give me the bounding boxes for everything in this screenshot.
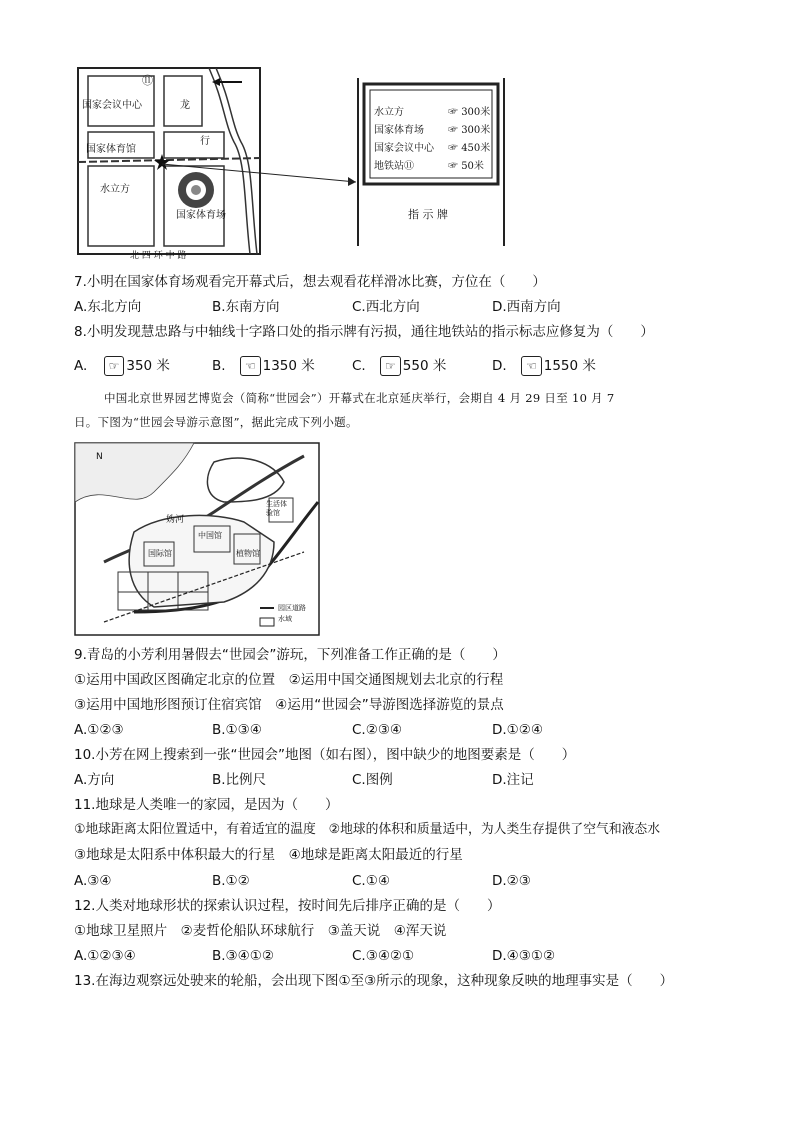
q9-option-b: B.①③④ [212, 722, 262, 738]
q11-option-d: D.②③ [492, 873, 531, 889]
q9-item1: ①运用中国政区图确定北京的位置 ②运用中国交通图规划去北京的行程 [74, 672, 504, 688]
q12-item1: ①地球卫星照片 ②麦哲伦船队环球航行 ③盖天说 ④浑天说 [74, 923, 447, 939]
q12-stem: 12.人类对地球形状的探索认识过程，按时间先后排序正确的是（ ） [74, 898, 501, 914]
hand-pointer-icon: ☞ [448, 143, 458, 154]
hand-left-icon: ☜ [240, 356, 261, 376]
label-north-4th-ring: 北 四 环 中 路 [130, 251, 187, 261]
label-water-cube: 水立方 [100, 184, 130, 195]
map2-label-international-pavilion: 国际馆 [148, 549, 172, 558]
map2-north-label: N [96, 452, 103, 462]
sign-distances: ☞ 300米 ☞ 300米 ☞ 450米 ☞ 50米 [448, 107, 491, 172]
q11-option-b: B.①② [212, 873, 250, 889]
q9-option-d: D.①②④ [492, 722, 543, 738]
q10-option-c: C.图例 [352, 772, 393, 788]
q13-stem: 13.在海边观察远处驶来的轮船，会出现下图①至③所示的现象，这种现象反映的地理事实是（ ） [74, 973, 674, 989]
q9-option-c: C.②③④ [352, 722, 403, 738]
map2-label-gui-river: 妫河 [166, 515, 185, 525]
q10-option-a: A.方向 [74, 772, 115, 788]
hand-right-icon: ☞ [104, 356, 125, 376]
map2-label-china-pavilion: 中国馆 [198, 531, 222, 540]
q11-stem: 11.地球是人类唯一的家园，是因为（ ） [74, 797, 339, 813]
hand-pointer-icon: ☞ [448, 161, 458, 172]
q11-option-a: A.③④ [74, 873, 112, 889]
map2-label-plant-pavilion: 植物馆 [236, 549, 260, 558]
pointer-line [160, 160, 360, 190]
hand-pointer-icon: ☞ [448, 107, 458, 118]
q8-option-c: C. ☞ 550 米 [352, 358, 447, 374]
hand-left-icon: ☜ [521, 356, 542, 376]
sign-caption: 指 示 牌 [408, 208, 448, 221]
label-national-convention-center: 国家会议中心 [82, 100, 142, 111]
q9-option-a: A.①②③ [74, 722, 124, 738]
q9-item2: ③运用中国地形图预订住宿宾馆 ④运用“世园会”导游图选择游览的景点 [74, 697, 504, 713]
q8-option-a: A. ☞ 350 米 [74, 358, 170, 374]
sign-row: 国家体育场 [374, 125, 424, 136]
sign-row: 地铁站⑪ [374, 161, 414, 172]
q12-option-c: C.③④②① [352, 948, 415, 964]
hand-right-icon: ☞ [380, 356, 401, 376]
passage-line1: 中国北京世界园艺博览会（简称“世园会”）开幕式在北京延庆举行，会期自 4 月 29 日至 10 月 7 [104, 391, 615, 405]
q11-item1: ①地球距离太阳位置适中，有着适宜的温度 ②地球的体积和质量适中，为人类生存提供了空气和液态水 [74, 822, 661, 837]
q7-option-d: D.西南方向 [492, 299, 561, 315]
hand-pointer-icon: ☞ [448, 125, 458, 136]
q12-option-a: A.①②③④ [74, 948, 136, 964]
q12-option-d: D.④③①② [492, 948, 556, 964]
sign-rows [374, 104, 434, 176]
label-xing: 行 [200, 136, 210, 147]
label-national-indoor-stadium: 国家体育馆 [86, 144, 136, 155]
sign-row: 水立方 [374, 107, 404, 118]
q7-stem: 7.小明在国家体育场观看完开幕式后，想去观看花样滑冰比赛，方位在（ ） [74, 274, 546, 290]
q10-stem: 10.小芳在网上搜索到一张“世园会”地图（如右图），图中缺少的地图要素是（ ） [74, 747, 576, 763]
sign-row: 国家会议中心 [374, 143, 434, 154]
q9-stem: 9.青岛的小芳利用暑假去“世园会”游玩，下列准备工作正确的是（ ） [74, 647, 506, 663]
q11-item2: ③地球是太阳系中体积最大的行星 ④地球是距离太阳最近的行星 [74, 847, 463, 863]
map2-legend-water: 水域 [278, 615, 292, 623]
q7-option-c: C.西北方向 [352, 299, 420, 315]
q7-option-b: B.东南方向 [212, 299, 280, 315]
q12-option-b: B.③④①② [212, 948, 274, 964]
map2-legend-road: 园区道路 [278, 604, 306, 612]
q11-option-c: C.①④ [352, 873, 390, 889]
q8-option-d: D. ☜ 1550 米 [492, 358, 596, 374]
passage-line2: 日。下图为“世园会导游示意图”，据此完成下列小题。 [74, 415, 358, 429]
q8-stem: 8.小明发现慧忠路与中轴线十字路口处的指示牌有污损，通往地铁站的指示标志应修复为（ ） [74, 324, 654, 340]
q10-option-d: D.注记 [492, 772, 534, 788]
subway-marker: ⑪ [142, 74, 153, 87]
map2-label-life-pavilion: 生活体验馆 [266, 500, 287, 517]
label-long: 龙 [180, 100, 190, 111]
label-national-stadium: 国家体育场 [176, 210, 226, 221]
q10-option-b: B.比例尺 [212, 772, 267, 788]
q7-option-a: A.东北方向 [74, 299, 142, 315]
q8-option-b: B. ☜ 1350 米 [212, 358, 315, 374]
